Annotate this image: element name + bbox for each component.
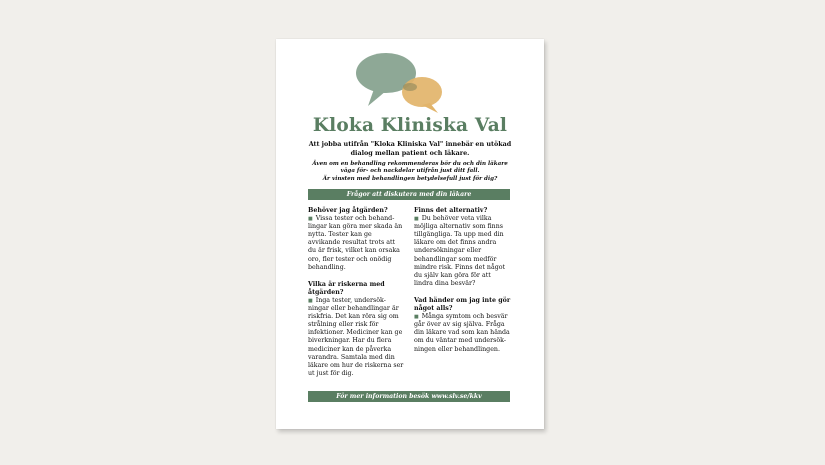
leaflet-page xyxy=(276,39,544,429)
faq-section xyxy=(414,297,511,354)
key-question-line: väga för- och nackdelar utifrån just ditt fall. xyxy=(340,168,480,175)
speech-bubbles-logo-icon xyxy=(356,51,448,113)
faq-section xyxy=(308,207,405,272)
info-link-banner[interactable]: För mer information besök www.slv.se/kkv xyxy=(308,391,510,402)
questions-banner: Frågor att diskutera med din läkare xyxy=(308,189,510,200)
faq-heading: Behöver jag åtgärden? xyxy=(308,207,388,214)
faq-section xyxy=(308,281,405,378)
faq-body: Du behöver veta vilka möjliga alternativ som finns tillgängliga. Ta upp med din läkare om det finns andra undersökningar eller behandlingar som medför mindre risk. Finns det något du själv kan göra för att lindra dina besvär? xyxy=(414,215,506,287)
page-title: Kloka Kliniska Val xyxy=(312,115,508,136)
faq-body: Inga tester, undersök-ningar eller behandlingar är riskfria. Det kan röra sig om strålning eller risk för infektioner. Mediciner kan ge biverkningar. Har du flera mediciner kan de påverka varandra. Samtala med din läkare om hur de riskerna ser ut just för dig. xyxy=(308,296,404,377)
bullet-icon: ■ xyxy=(414,314,419,321)
bullet-icon: ■ xyxy=(414,216,419,223)
bullet-icon: ■ xyxy=(308,297,313,304)
faq-heading: Finns det alternativ? xyxy=(414,207,488,214)
faq-heading: Vilka är riskerna med åtgärden? xyxy=(308,280,385,296)
key-question xyxy=(306,161,514,183)
bullet-icon: ■ xyxy=(308,216,313,223)
right-column xyxy=(414,207,511,363)
key-question-line: Är vinsten med behandlingen betydelsefull just för dig? xyxy=(322,175,498,182)
intro-text: Att jobba utifrån "Kloka Kliniska Val" innebär en utökad dialog mellan patient och läkare. xyxy=(308,140,512,157)
faq-body: Vissa tester och behand-lingar kan göra mer skada än nytta. Tester kan ge avvikande resultat trots att du är frisk, vilket kan orsaka oro, fler tester och onödig behandling. xyxy=(308,215,403,271)
faq-section xyxy=(414,207,511,288)
key-question-line: Även om en behandling rekommenderas bör du och din läkare xyxy=(312,161,508,167)
left-column xyxy=(308,207,405,387)
faq-heading: Vad händer om jag inte gör något alls? xyxy=(414,296,511,313)
faq-body: Många symtom och besvär går över av sig själva. Fråga din läkare vad som kan hända om du väntar med undersök-ningen eller behandlingen. xyxy=(414,313,510,353)
